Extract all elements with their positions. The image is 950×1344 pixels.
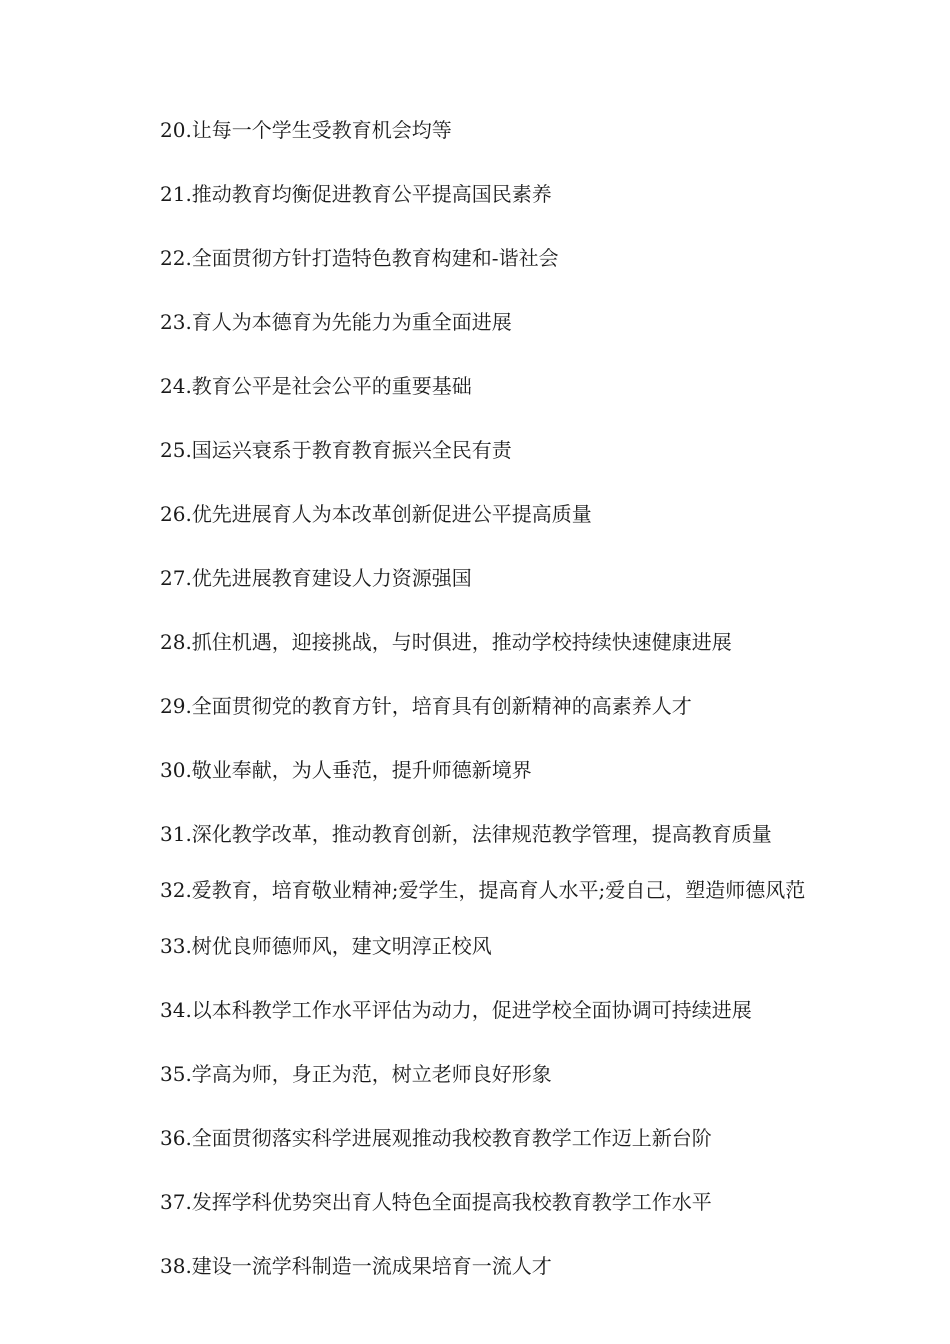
list-item: 31.深化教学改革，推动教育创新，法律规范教学管理，提高教育质量	[160, 822, 772, 846]
list-item: 25.国运兴衰系于教育教育振兴全民有责	[160, 438, 512, 462]
list-item: 35.学高为师，身正为范，树立老师良好形象	[160, 1062, 552, 1086]
list-item: 36.全面贯彻落实科学进展观推动我校教育教学工作迈上新台阶	[160, 1126, 712, 1150]
list-item: 38.建设一流学科制造一流成果培育一流人才	[160, 1254, 552, 1278]
list-item: 24.教育公平是社会公平的重要基础	[160, 374, 472, 398]
list-item: 26.优先进展育人为本改革创新促进公平提高质量	[160, 502, 592, 526]
list-item: 20.让每一个学生受教育机会均等	[160, 118, 452, 142]
list-item: 21.推动教育均衡促进教育公平提高国民素养	[160, 182, 552, 206]
list-item: 23.育人为本德育为先能力为重全面进展	[160, 310, 512, 334]
list-item: 33.树优良师德师风，建文明淳正校风	[160, 934, 492, 958]
list-item: 34.以本科教学工作水平评估为动力，促进学校全面协调可持续进展	[160, 998, 752, 1022]
list-item: 37.发挥学科优势突出育人特色全面提高我校教育教学工作水平	[160, 1190, 712, 1214]
list-item: 28.抓住机遇，迎接挑战，与时俱进，推动学校持续快速健康进展	[160, 630, 732, 654]
list-item: 27.优先进展教育建设人力资源强国	[160, 566, 472, 590]
list-item: 30.敬业奉献，为人垂范，提升师德新境界	[160, 758, 532, 782]
list-item: 32.爱教育，培育敬业精神;爱学生，提高育人水平;爱自己，塑造师德风范	[160, 878, 806, 902]
list-item: 22.全面贯彻方针打造特色教育构建和-谐社会	[160, 246, 559, 270]
slogan-list	[116, 112, 828, 1312]
list-item: 29.全面贯彻党的教育方针，培育具有创新精神的高素养人才	[160, 694, 692, 718]
